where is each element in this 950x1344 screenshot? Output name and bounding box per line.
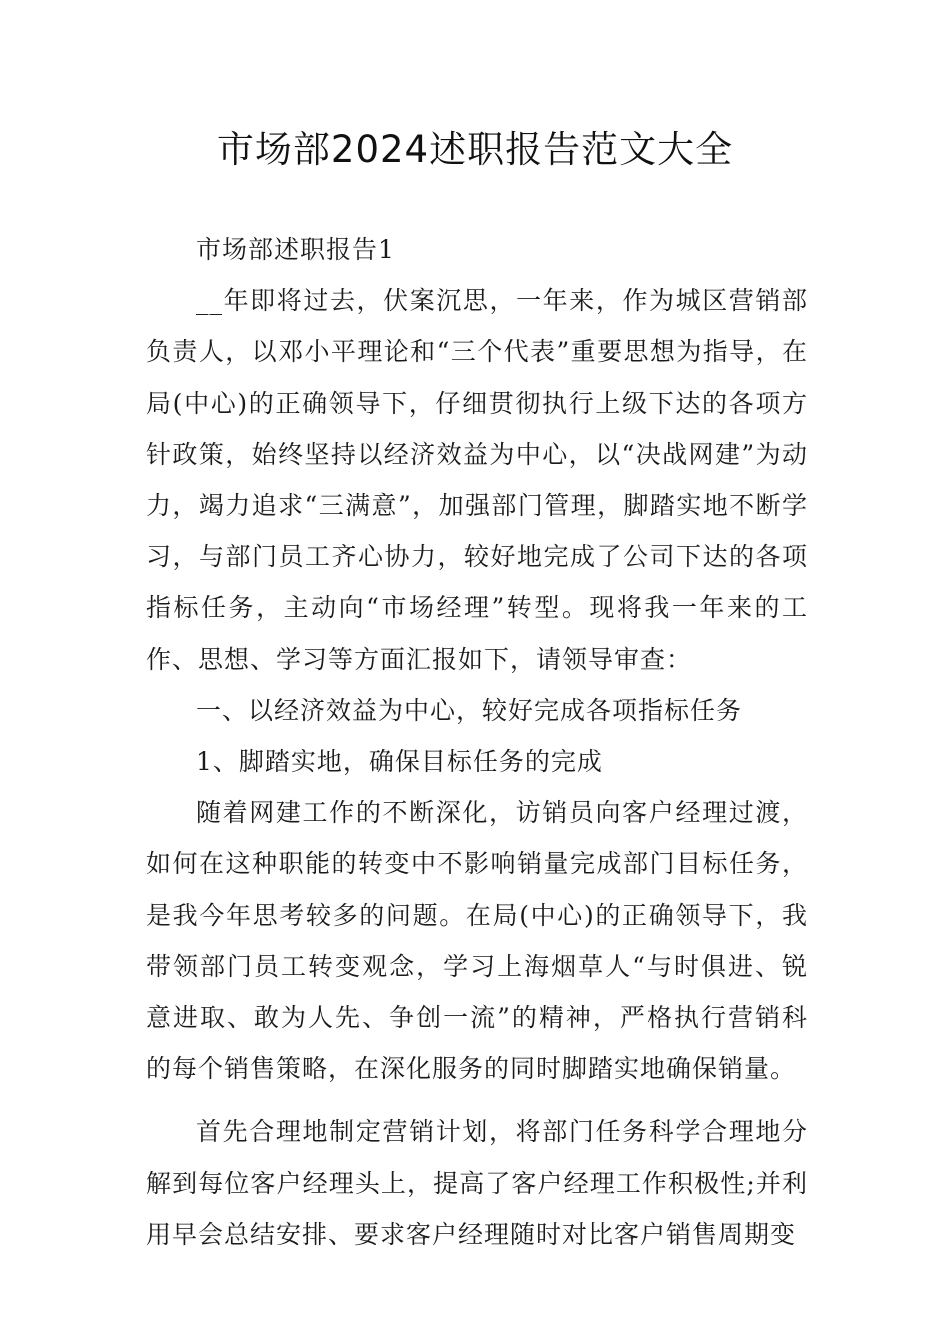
section-heading: 市场部述职报告1 [196,235,395,264]
section-heading: 一、以经济效益为中心，较好完成各项指标任务 [196,695,743,725]
document-title: 市场部2024述职报告范文大全 [216,128,734,171]
document-body [146,224,808,1260]
body-paragraph: __年即将过去，伏案沉思，一年来，作为城区营销部负责人，以邓小平理论和“三个代表”重要思想为指导，在局(中心)的正确领导下，仔细贯彻执行上级下达的各项方针政策，始终坚持以经济效益为中心，以“决战网建”为动力，竭力追求“三满意”，加强部门管理，脚踏实地不断学习，与部门员工齐心协力，较好地完成了公司下达的各项指标任务，主动向“市场经理”转型。现将我一年来的工作、思想、学习等方面汇报如下，请领导审查： [146,286,808,674]
body-paragraph: 首先合理地制定营销计划，将部门任务科学合理地分解到每位客户经理头上，提高了客户经理工作积极性;并利用早会总结安排、要求客户经理随时对比客户销售周期变 [146,1117,808,1249]
body-paragraph: 随着网建工作的不断深化，访销员向客户经理过渡，如何在这种职能的转变中不影响销量完成部门目标任务，是我今年思考较多的问题。在局(中心)的正确领导下，我带领部门员工转变观念，学习上海烟草人“与时俱进、锐意进取、敢为人先、争创一流”的精神，严格执行营销科的每个销售策略，在深化服务的同时脚踏实地确保销量。 [146,798,808,1084]
subsection-heading: 1、脚踏实地，确保目标任务的完成 [196,747,603,777]
